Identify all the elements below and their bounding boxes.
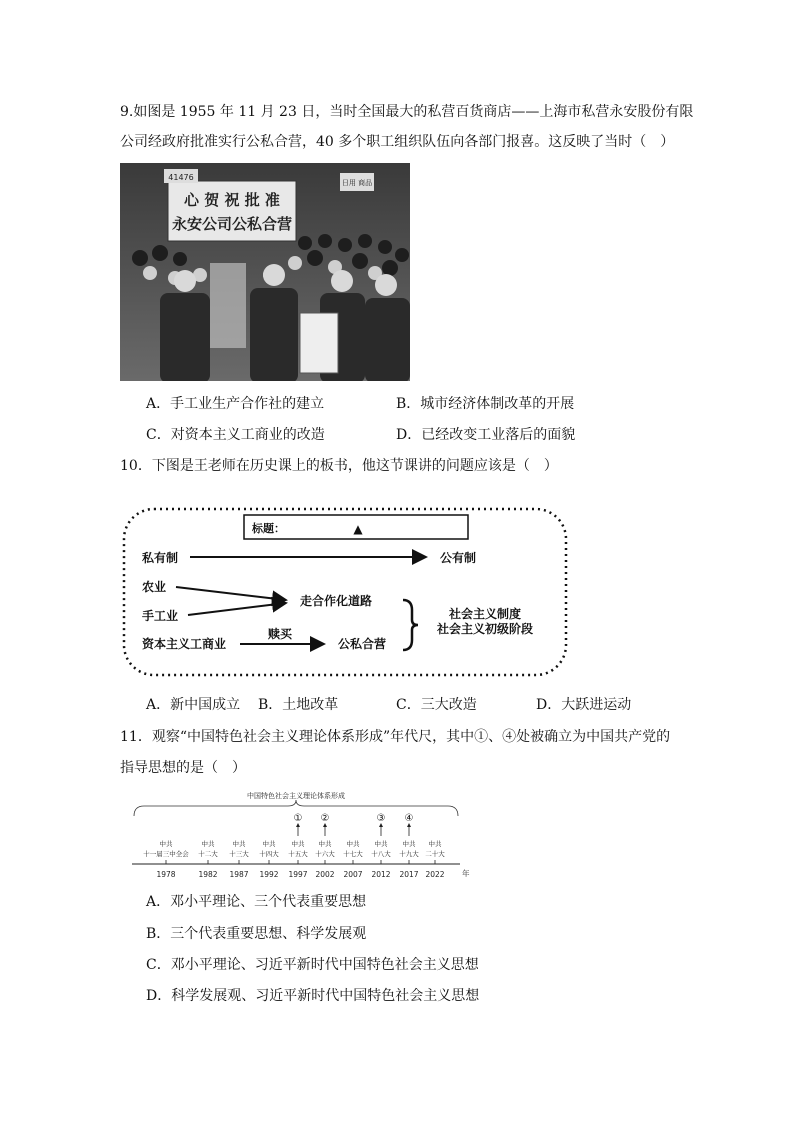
q10-option-d[interactable]: D．大跃进运动 [536, 697, 632, 713]
timeline-event-top: 中共 [232, 840, 246, 848]
q10-stem: 10．下图是王老师在历史课上的板书，他这节课讲的问题应该是（ ） [120, 458, 558, 474]
timeline-event-name: 十三大 [229, 850, 249, 858]
timeline-year: 2022 [425, 870, 445, 879]
timeline-event-name: 十五大 [288, 850, 308, 858]
timeline-event-top: 中共 [201, 840, 215, 848]
timeline-event-name: 十四大 [259, 850, 279, 858]
q9-option-a[interactable]: A．手工业生产合作社的建立 [146, 396, 325, 412]
timeline-title: 中国特色社会主义理论体系形成 [247, 792, 345, 800]
diagram-redemption: 赎买 [268, 627, 293, 641]
q9-option-b[interactable]: B．城市经济体制改革的开展 [396, 396, 575, 412]
timeline-year: 2002 [315, 870, 335, 879]
diagram-public: 公有制 [440, 551, 477, 565]
diagram-result1: 社会主义制度 [448, 607, 522, 621]
diagram-joint: 公私合营 [338, 637, 387, 651]
q11-stem-line1: 11．观察“中国特色社会主义理论体系形成”年代尺，其中①、④处被确立为中国共产党的 [120, 729, 671, 745]
q10-option-a[interactable]: A．新中国成立 [146, 697, 241, 713]
timeline-marker: ② [320, 813, 330, 824]
timeline-year: 2012 [371, 870, 391, 879]
timeline-year: 1997 [288, 870, 308, 879]
timeline-event-name: 十九大 [399, 850, 419, 858]
q9-stem-line2: 公司经政府批准实行公私合营，40 多个职工组织队伍向各部门报喜。这反映了当时（ ） [120, 134, 675, 150]
timeline-marker: ④ [404, 813, 414, 824]
q11-option-b[interactable]: B．三个代表重要思想、科学发展观 [146, 926, 367, 942]
diagram-private: 私有制 [142, 551, 179, 565]
timeline-year: 1982 [198, 870, 218, 879]
timeline-year: 1992 [259, 870, 279, 879]
q11-stem-line2: 指导思想的是（ ） [120, 760, 246, 776]
timeline-event-name: 十二大 [198, 850, 218, 858]
timeline-event-top: 中共 [428, 840, 442, 848]
timeline-year: 1978 [156, 870, 176, 879]
timeline-year: 2007 [343, 870, 363, 879]
q10-option-b[interactable]: B．土地改革 [258, 697, 339, 713]
q11-timeline [128, 786, 478, 886]
timeline-event-name: 十六大 [315, 850, 335, 858]
q9-sign-left: 41476 [168, 173, 194, 182]
timeline-event-top: 中共 [291, 840, 305, 848]
diagram-result2: 社会主义初级阶段 [436, 622, 534, 636]
diagram-title-mark: ▲ [353, 522, 363, 536]
timeline-event-top: 中共 [402, 840, 416, 848]
q9-banner-line2: 永安公司公私合营 [171, 215, 293, 233]
timeline-event-top: 中共 [374, 840, 388, 848]
diagram-brace [403, 600, 418, 650]
timeline-event-top: 中共 [262, 840, 276, 848]
timeline-event-name: 二十大 [425, 850, 445, 858]
q9-stem-line1: 9.如图是 1955 年 11 月 23 日，当时全国最大的私营百货商店——上海市私营永安股份有限 [120, 104, 694, 120]
timeline-marker: ③ [376, 813, 386, 824]
timeline-unit: 年 [462, 869, 470, 878]
diagram-capitalist: 资本主义工商业 [142, 637, 227, 651]
timeline-event-name: 十七大 [343, 850, 363, 858]
q11-option-d[interactable]: D．科学发展观、习近平新时代中国特色社会主义思想 [146, 988, 480, 1004]
q9-option-c[interactable]: C．对资本主义工商业的改造 [146, 427, 325, 443]
q11-option-c[interactable]: C．邓小平理论、习近平新时代中国特色社会主义思想 [146, 957, 479, 973]
timeline-year: 2017 [399, 870, 419, 879]
diagram-agriculture: 农业 [142, 580, 167, 594]
diagram-title-label: 标题： [252, 522, 285, 535]
q10-option-c[interactable]: C．三大改造 [396, 697, 477, 713]
timeline-event-name: 十一届三中全会 [143, 850, 189, 858]
timeline-event-top: 中共 [346, 840, 360, 848]
q9-photo [120, 163, 410, 381]
timeline-year: 1987 [229, 870, 249, 879]
q11-option-a[interactable]: A．邓小平理论、三个代表重要思想 [146, 894, 367, 910]
q9-option-d[interactable]: D．已经改变工业落后的面貌 [396, 427, 576, 443]
diagram-cooperative: 走合作化道路 [300, 594, 373, 608]
q9-banner-line1: 心 贺 祝 批 准 [184, 191, 280, 209]
q10-blackboard-diagram [120, 505, 570, 680]
q9-sign-right: 日用 商品 [341, 179, 373, 187]
diagram-handicraft: 手工业 [142, 609, 179, 623]
timeline-event-top: 中共 [159, 840, 173, 848]
timeline-event-top: 中共 [318, 840, 332, 848]
timeline-marker: ① [293, 813, 303, 824]
timeline-event-name: 十八大 [371, 850, 391, 858]
q9-photo-illustration [120, 163, 410, 381]
